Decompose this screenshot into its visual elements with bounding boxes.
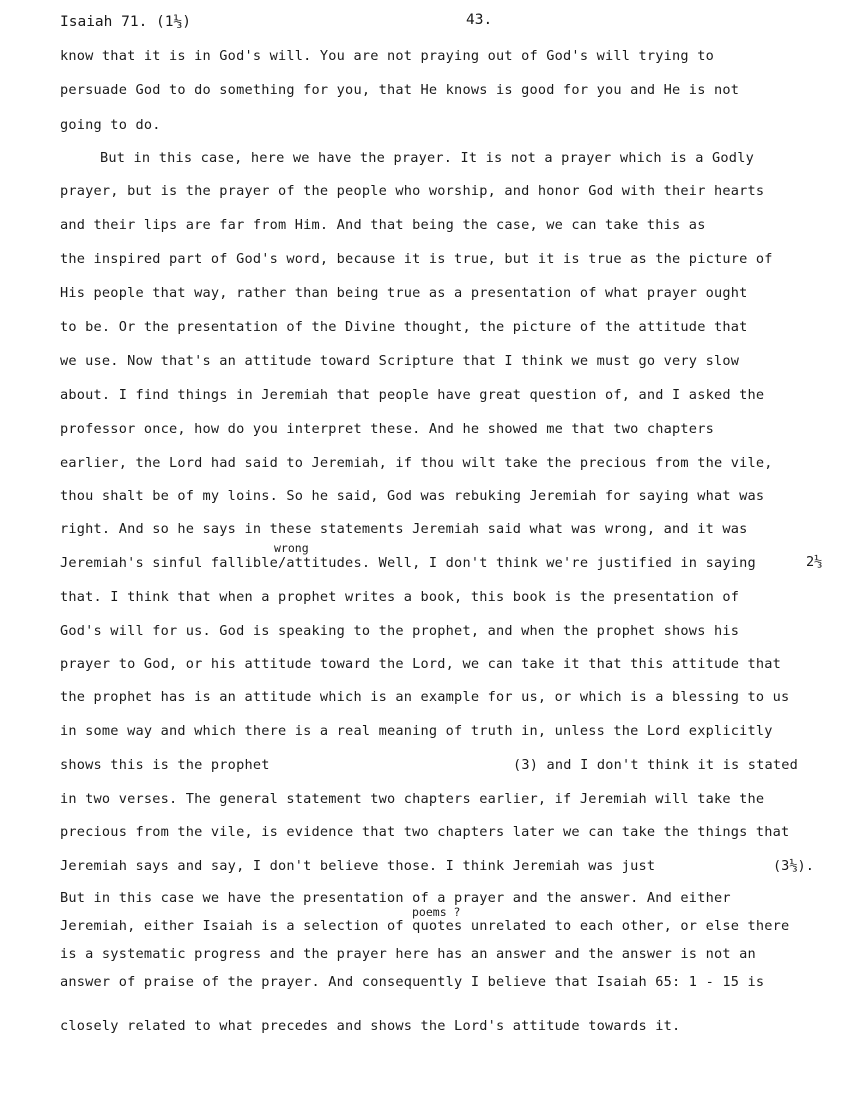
text-line: to be. Or the presentation of the Divine thought, the picture of the attitude that: [60, 319, 748, 335]
text-line: right. And so he says in these statements Jeremiah said what was wrong, and it was: [60, 521, 748, 537]
text-line: that. I think that when a prophet writes a book, this book is the presentation of: [60, 589, 740, 605]
interlinear-correction-poems: poems ?: [412, 905, 461, 919]
text-line: earlier, the Lord had said to Jeremiah, if thou wilt take the precious from the vile,: [60, 455, 773, 471]
text-line: answer of praise of the prayer. And consequently I believe that Isaiah 65: 1 - 15 is: [60, 974, 765, 990]
text-line: and their lips are far from Him. And that being the case, we can take this as: [60, 217, 706, 233]
text-line: know that it is in God's will. You are not praying out of God's will trying to: [60, 48, 714, 64]
text-line: His people that way, rather than being true as a presentation of what prayer ought: [60, 285, 748, 301]
text-line: about. I find things in Jeremiah that people have great question of, and I asked the: [60, 387, 765, 403]
text-line: Jeremiah says and say, I don't believe those. I think Jeremiah was just: [60, 858, 656, 874]
text-line: shows this is the prophet: [60, 757, 270, 773]
paragraph-first-line: But in this case, here we have the prayer. It is not a prayer which is a Godly: [100, 150, 754, 166]
page-header-reference: Isaiah 71. (1⅓): [60, 14, 191, 30]
text-line: professor once, how do you interpret these. And he showed me that two chapters: [60, 421, 714, 437]
text-line: prayer to God, or his attitude toward the Lord, we can take it that this attitude that: [60, 656, 782, 672]
text-line: in two verses. The general statement two chapters earlier, if Jeremiah will take the: [60, 791, 765, 807]
text-line: the inspired part of God's word, because it is true, but it is true as the picture of: [60, 251, 773, 267]
text-line: the prophet has is an attitude which is an example for us, or which is a blessing to us: [60, 689, 790, 705]
text-line: going to do.: [60, 117, 161, 133]
text-line: Jeremiah's sinful fallible/attitudes. Well, I don't think we're justified in saying: [60, 555, 756, 571]
text-line: closely related to what precedes and shows the Lord's attitude towards it.: [60, 1018, 681, 1034]
text-line: Jeremiah, either Isaiah is a selection of quotes unrelated to each other, or else there: [60, 918, 790, 934]
inline-timestamp: (3⅓).: [773, 858, 814, 874]
text-line-continuation: (3) and I don't think it is stated: [513, 757, 799, 773]
text-line: But in this case we have the presentation of a prayer and the answer. And either: [60, 890, 731, 906]
text-line: persuade God to do something for you, that He knows is good for you and He is not: [60, 82, 740, 98]
text-line: thou shalt be of my loins. So he said, God was rebuking Jeremiah for saying what was: [60, 488, 765, 504]
text-line: prayer, but is the prayer of the people who worship, and honor God with their hearts: [60, 183, 765, 199]
text-line: we use. Now that's an attitude toward Scripture that I think we must go very slow: [60, 353, 740, 369]
text-line: is a systematic progress and the prayer here has an answer and the answer is not an: [60, 946, 756, 962]
text-line: in some way and which there is a real meaning of truth in, unless the Lord explicitly: [60, 723, 773, 739]
page-number: 43.: [466, 12, 493, 28]
text-line: precious from the vile, is evidence that two chapters later we can take the things that: [60, 824, 790, 840]
interlinear-correction-wrong: wrong: [274, 541, 309, 555]
margin-timestamp: 2⅓: [806, 554, 823, 570]
text-line: God's will for us. God is speaking to the prophet, and when the prophet shows his: [60, 623, 740, 639]
